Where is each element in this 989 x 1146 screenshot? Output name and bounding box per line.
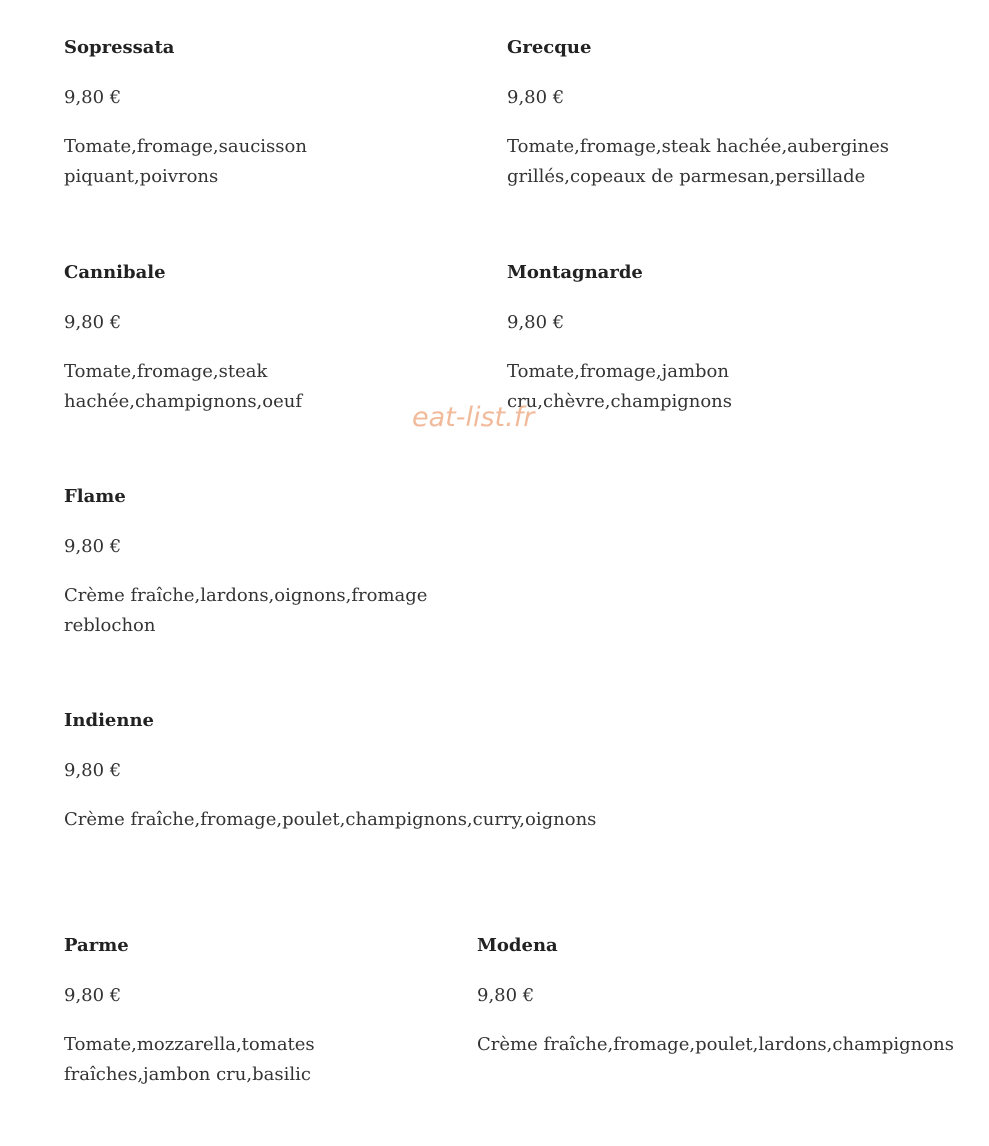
item-description: Tomate,mozzarella,tomates fraîches,jambon cru,basilic (64, 1034, 315, 1085)
watermark: eat-list.fr (412, 402, 535, 433)
menu-item-flame (64, 485, 484, 641)
item-description: Tomate,fromage,jambon cru,chèvre,champignons (507, 361, 733, 412)
item-price: 9,80 € (507, 312, 565, 333)
item-price: 9,80 € (64, 536, 122, 557)
menu-item-grecque (507, 36, 927, 192)
item-price: 9,80 € (507, 87, 565, 108)
item-description: Tomate,fromage,saucisson piquant,poivrons (64, 136, 307, 187)
item-description: Crème fraîche,fromage,poulet,lardons,champignons (477, 1034, 954, 1055)
item-name: Flame (64, 486, 126, 507)
menu-item-parme (64, 934, 384, 1090)
menu-item-indienne (64, 709, 604, 835)
item-price: 9,80 € (477, 985, 535, 1006)
item-description: Tomate,fromage,steak hachée,aubergines grillés,copeaux de parmesan,persillade (507, 136, 890, 187)
item-name: Montagnarde (507, 262, 643, 283)
item-name: Sopressata (64, 37, 175, 58)
item-description: Crème fraîche,lardons,oignons,fromage reblochon (64, 585, 428, 636)
item-name: Indienne (64, 710, 155, 731)
item-name: Parme (64, 935, 129, 956)
item-name: Modena (477, 935, 558, 956)
item-price: 9,80 € (64, 760, 122, 781)
menu-item-modena (477, 934, 957, 1060)
item-price: 9,80 € (64, 985, 122, 1006)
item-price: 9,80 € (64, 312, 122, 333)
item-price: 9,80 € (64, 87, 122, 108)
menu-item-cannibale (64, 261, 364, 417)
item-description: Tomate,fromage,steak hachée,champignons,oeuf (64, 361, 303, 412)
menu-item-sopressata (64, 36, 364, 192)
item-description: Crème fraîche,fromage,poulet,champignons,curry,oignons (64, 809, 597, 830)
item-name: Cannibale (64, 262, 166, 283)
menu-item-montagnarde (507, 261, 772, 417)
item-name: Grecque (507, 37, 592, 58)
